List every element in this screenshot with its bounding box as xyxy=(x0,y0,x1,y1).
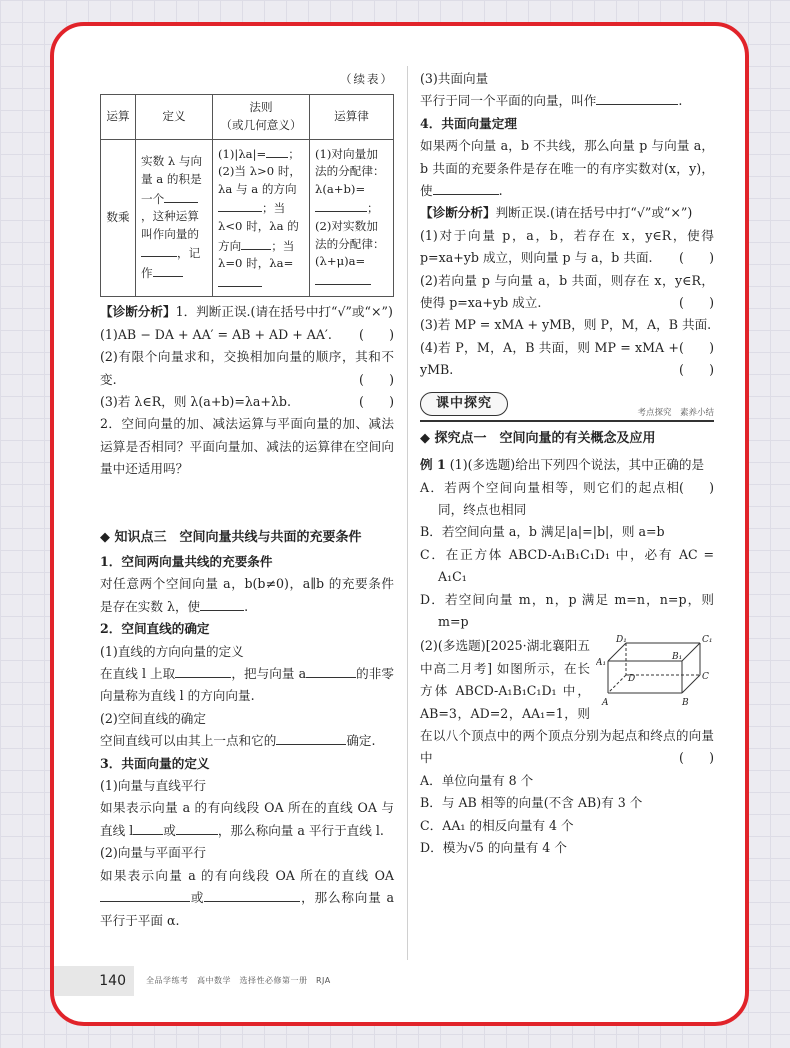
vertex-label: C xyxy=(702,672,709,683)
banner-label: 课中探究 xyxy=(420,392,508,416)
table-row-label: 数乘 xyxy=(101,139,136,297)
paragraph: 在直线 l 上取 ，把与向量 a 的非零向量称为直线 l 的方向向量. xyxy=(100,666,395,704)
option: B．若空间向量 a，b 满足|a|=|b|，则 a=b xyxy=(420,524,665,540)
vertex-label: D xyxy=(628,674,636,685)
option: A．若两个空间向量相等，则它们的起点相同，终点也相同 xyxy=(420,479,679,517)
paragraph: (2)空间直线的确定 xyxy=(100,710,206,726)
vertex-label: D₁ xyxy=(616,635,627,646)
banner-tag: 考点探究 素养小结 xyxy=(637,407,714,418)
option: D．若空间向量 m，n，p 满足 m=n，n=p，则 m=p xyxy=(420,591,714,629)
table-header: 运算律 xyxy=(310,95,394,139)
option: B．与 AB 相等的向量(不含 AB)有 3 个 xyxy=(420,795,643,811)
diagnosis-item: (2)有限个向量求和，交换相加向量的顺序，其和不变. ( ) xyxy=(100,349,394,387)
vertex-label: A₁ xyxy=(596,658,607,669)
paragraph: 空间直线可以由其上一点和它的 确定. xyxy=(100,733,376,749)
vertex-label: A xyxy=(602,698,609,709)
section-title: ◆ 探究点一 空间向量的有关概念及应用 xyxy=(420,430,656,446)
operation-table xyxy=(100,94,394,297)
left-column xyxy=(100,68,394,932)
diagnosis-question: 2．空间向量的加、减法运算与平面向量的加、减法运算是否相同？平面向量加、减法的运算律在空间向量中还适用吗？ xyxy=(100,416,394,477)
paragraph: 平行于同一个平面的向量，叫作 . xyxy=(420,93,683,109)
page-frame xyxy=(50,22,749,1026)
subsection-title: 3．共面向量的定义 xyxy=(100,755,210,771)
section-title: ◆ 知识点三 空间向量共线与共面的充要条件 xyxy=(100,529,362,545)
section-banner xyxy=(420,390,714,422)
continued-label: （续表） xyxy=(340,72,394,86)
table-header: 定义 xyxy=(136,95,213,139)
paragraph: (1)直线的方向向量的定义 xyxy=(100,643,244,659)
table-cell-law: (1)对向量加法的分配律：λ(a+b)=；(2)对实数加法的分配律：(λ+μ)a= xyxy=(310,139,394,297)
vertex-label: B₁ xyxy=(672,652,683,663)
diagnosis-item: (4)若 P，M，A，B 共面，则 MP = xMA + yMB. ( ) xyxy=(420,339,714,378)
diagnosis-item: (3)若 λ∈R，则 λ(a+b)=λa+λb. ( ) xyxy=(100,393,394,409)
subsection-title: 4．共面向量定理 xyxy=(420,115,517,131)
table-header: 法则 （或几何意义） xyxy=(213,95,310,139)
example-2 xyxy=(420,635,714,769)
diagnosis-item: (1)AB − DA + AA′ = AB + AD + AA′. ( ) xyxy=(100,326,394,342)
diagnosis-1: 【诊断分析】1．判断正误.(请在括号中打“√”或“×”) xyxy=(100,304,393,320)
vertex-label: B xyxy=(682,698,689,709)
option: D．模为√5 的向量有 4 个 xyxy=(420,840,567,855)
option: A．单位向量有 8 个 xyxy=(420,772,534,788)
option: C．AA₁ 的相反向量有 4 个 xyxy=(420,817,574,833)
example-stem: 例 1 (1)(多选题)给出下列四个说法，其中正确的是 ( ) xyxy=(420,457,714,495)
diagnosis-item: (2)若向量 p 与向量 a，b 共面，则存在 x，y∈R，使得 p=xa+yb 成立. ( ) xyxy=(420,272,714,311)
footer-text: 全品学练考 高中数学 选择性必修第一册 RJA xyxy=(146,976,331,985)
paragraph: 如果表示向量 a 的有向线段 OA 所在的直线 OA 与直线 l 或 ，那么称向量 a 平行于直线 l. xyxy=(100,800,394,838)
cuboid-figure xyxy=(596,635,714,713)
table-cell-definition: 实数 λ 与向量 a 的积是一个，这种运算叫作向量的 ，记作 xyxy=(136,139,213,297)
paragraph: 如果两个向量 a，b 不共线，那么向量 p 与向量 a，b 共面的充要条件是存在唯一的有序实数对(x，y)，使 . xyxy=(420,138,714,199)
option: C．在正方体 ABCD-A₁B₁C₁D₁ 中，必有 AC = A₁C₁ xyxy=(420,546,714,585)
page-footer xyxy=(54,966,745,996)
paragraph: (2)向量与平面平行 xyxy=(100,845,206,861)
diagnosis-item: (3)若 MP = xMA + yMB，则 P，M，A，B 共面. ( ) xyxy=(420,317,714,355)
paragraph: 如果表示向量 a 的有向线段 OA 所在的直线 OA或 ，那么称向量 a 平行于平面 α. xyxy=(100,867,395,928)
paragraph: 对任意两个空间向量 a，b(b≠0)，a∥b 的充要条件是存在实数 λ，使 . xyxy=(100,576,394,614)
page-number: 140 xyxy=(54,966,134,996)
diagnosis-intro: 【诊断分析】判断正误.(请在括号中打“√”或“×”) xyxy=(420,205,693,221)
example-stem: (2)(多选题)[2025·湖北襄阳五中高二月考] 如图所示，在长方体 ABCD-A₁B₁C₁D₁ 中，AB=3，AD=2，AA₁=1，则在以八个顶点中的两个顶点分别为起点和终点的向量中 ( ) xyxy=(420,638,714,766)
paragraph: (3)共面向量 xyxy=(420,71,489,86)
subsection-title: 1．空间两向量共线的充要条件 xyxy=(100,554,273,569)
subsection-title: 2．空间直线的确定 xyxy=(100,621,210,637)
table-header: 运算 xyxy=(101,95,136,139)
diagnosis-item: (1)对于向量 p，a，b，若存在 x，y∈R，使得 p=xa+yb 成立，则向量 p 与 a，b 共面. ( ) xyxy=(420,227,714,266)
vertex-label: C₁ xyxy=(702,635,713,646)
table-cell-rule: (1)|λa|= ；(2)当 λ>0 时，λa 与 a 的方向；当 λ<0 时，λa 的方向 ；当 λ=0 时，λa= xyxy=(213,139,310,297)
right-column xyxy=(420,68,714,859)
column-divider xyxy=(407,66,408,960)
paragraph: (1)向量与直线平行 xyxy=(100,778,206,794)
